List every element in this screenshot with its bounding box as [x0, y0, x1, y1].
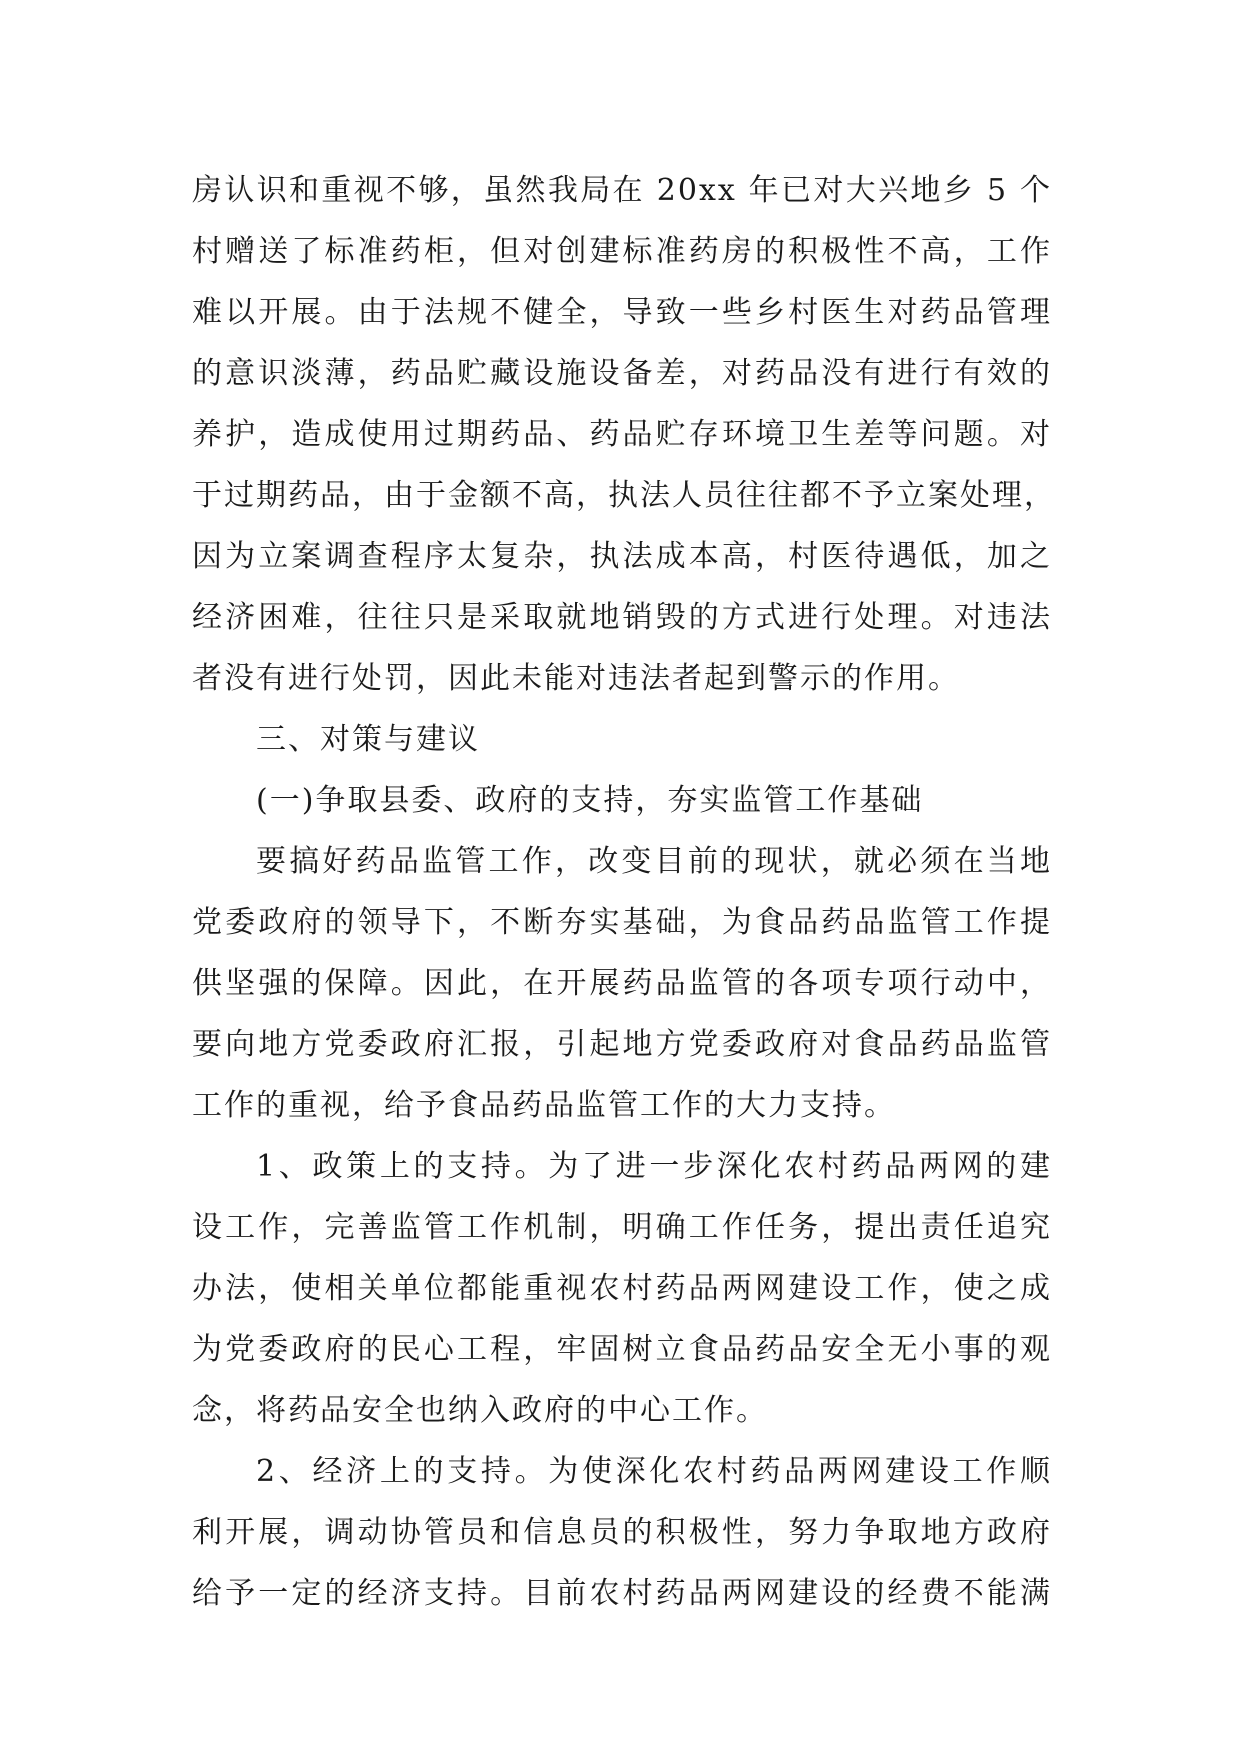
text-line: 于过期药品，由于金额不高，执法人员往往都不予立案处理， [192, 478, 1056, 513]
text-line: 供坚强的保障。因此，在开展药品监管的各项专项行动中， [192, 966, 1052, 1001]
text-line: 办法，使相关单位都能重视农村药品两网建设工作，使之成 [192, 1271, 1052, 1306]
text-line: 要向地方党委政府汇报，引起地方党委政府对食品药品监管 [192, 1027, 1052, 1062]
text-line: 为党委政府的民心工程，牢固树立食品药品安全无小事的观 [192, 1332, 1052, 1367]
text-line: 经济困难，往往只是采取就地销毁的方式进行处理。对违法 [192, 600, 1052, 635]
text-line: 党委政府的领导下，不断夯实基础，为食品药品监管工作提 [192, 905, 1052, 940]
text-line: (一)争取县委、政府的支持，夯实监管工作基础 [256, 783, 924, 818]
text-line: 给予一定的经济支持。目前农村药品两网建设的经费不能满 [192, 1576, 1052, 1611]
text-line: 难以开展。由于法规不健全，导致一些乡村医生对药品管理 [192, 295, 1052, 330]
text-line: 房认识和重视不够，虽然我局在 20xx 年已对大兴地乡 5 个 [192, 173, 1052, 208]
text-line: 要搞好药品监管工作，改变目前的现状，就必须在当地 [256, 844, 1052, 879]
text-line: 设工作，完善监管工作机制，明确工作任务，提出责任追究 [192, 1210, 1052, 1245]
text-line: 村赠送了标准药柜，但对创建标准药房的积极性不高，工作 [192, 234, 1052, 269]
text-line: 因为立案调查程序太复杂，执法成本高，村医待遇低，加之 [192, 539, 1052, 574]
text-line: 的意识淡薄，药品贮藏设施设备差，对药品没有进行有效的 [192, 356, 1052, 391]
document-body [192, 160, 1056, 1624]
text-line: 三、对策与建议 [256, 722, 480, 757]
text-line: 者没有进行处罚，因此未能对违法者起到警示的作用。 [192, 661, 960, 696]
text-line: 工作的重视，给予食品药品监管工作的大力支持。 [192, 1088, 896, 1123]
text-line: 利开展，调动协管员和信息员的积极性，努力争取地方政府 [192, 1515, 1052, 1550]
text-line: 2、经济上的支持。为使深化农村药品两网建设工作顺 [256, 1454, 1052, 1489]
text-line: 1、政策上的支持。为了进一步深化农村药品两网的建 [256, 1149, 1052, 1184]
text-line: 养护，造成使用过期药品、药品贮存环境卫生差等问题。对 [192, 417, 1052, 452]
text-line: 念，将药品安全也纳入政府的中心工作。 [192, 1393, 768, 1428]
